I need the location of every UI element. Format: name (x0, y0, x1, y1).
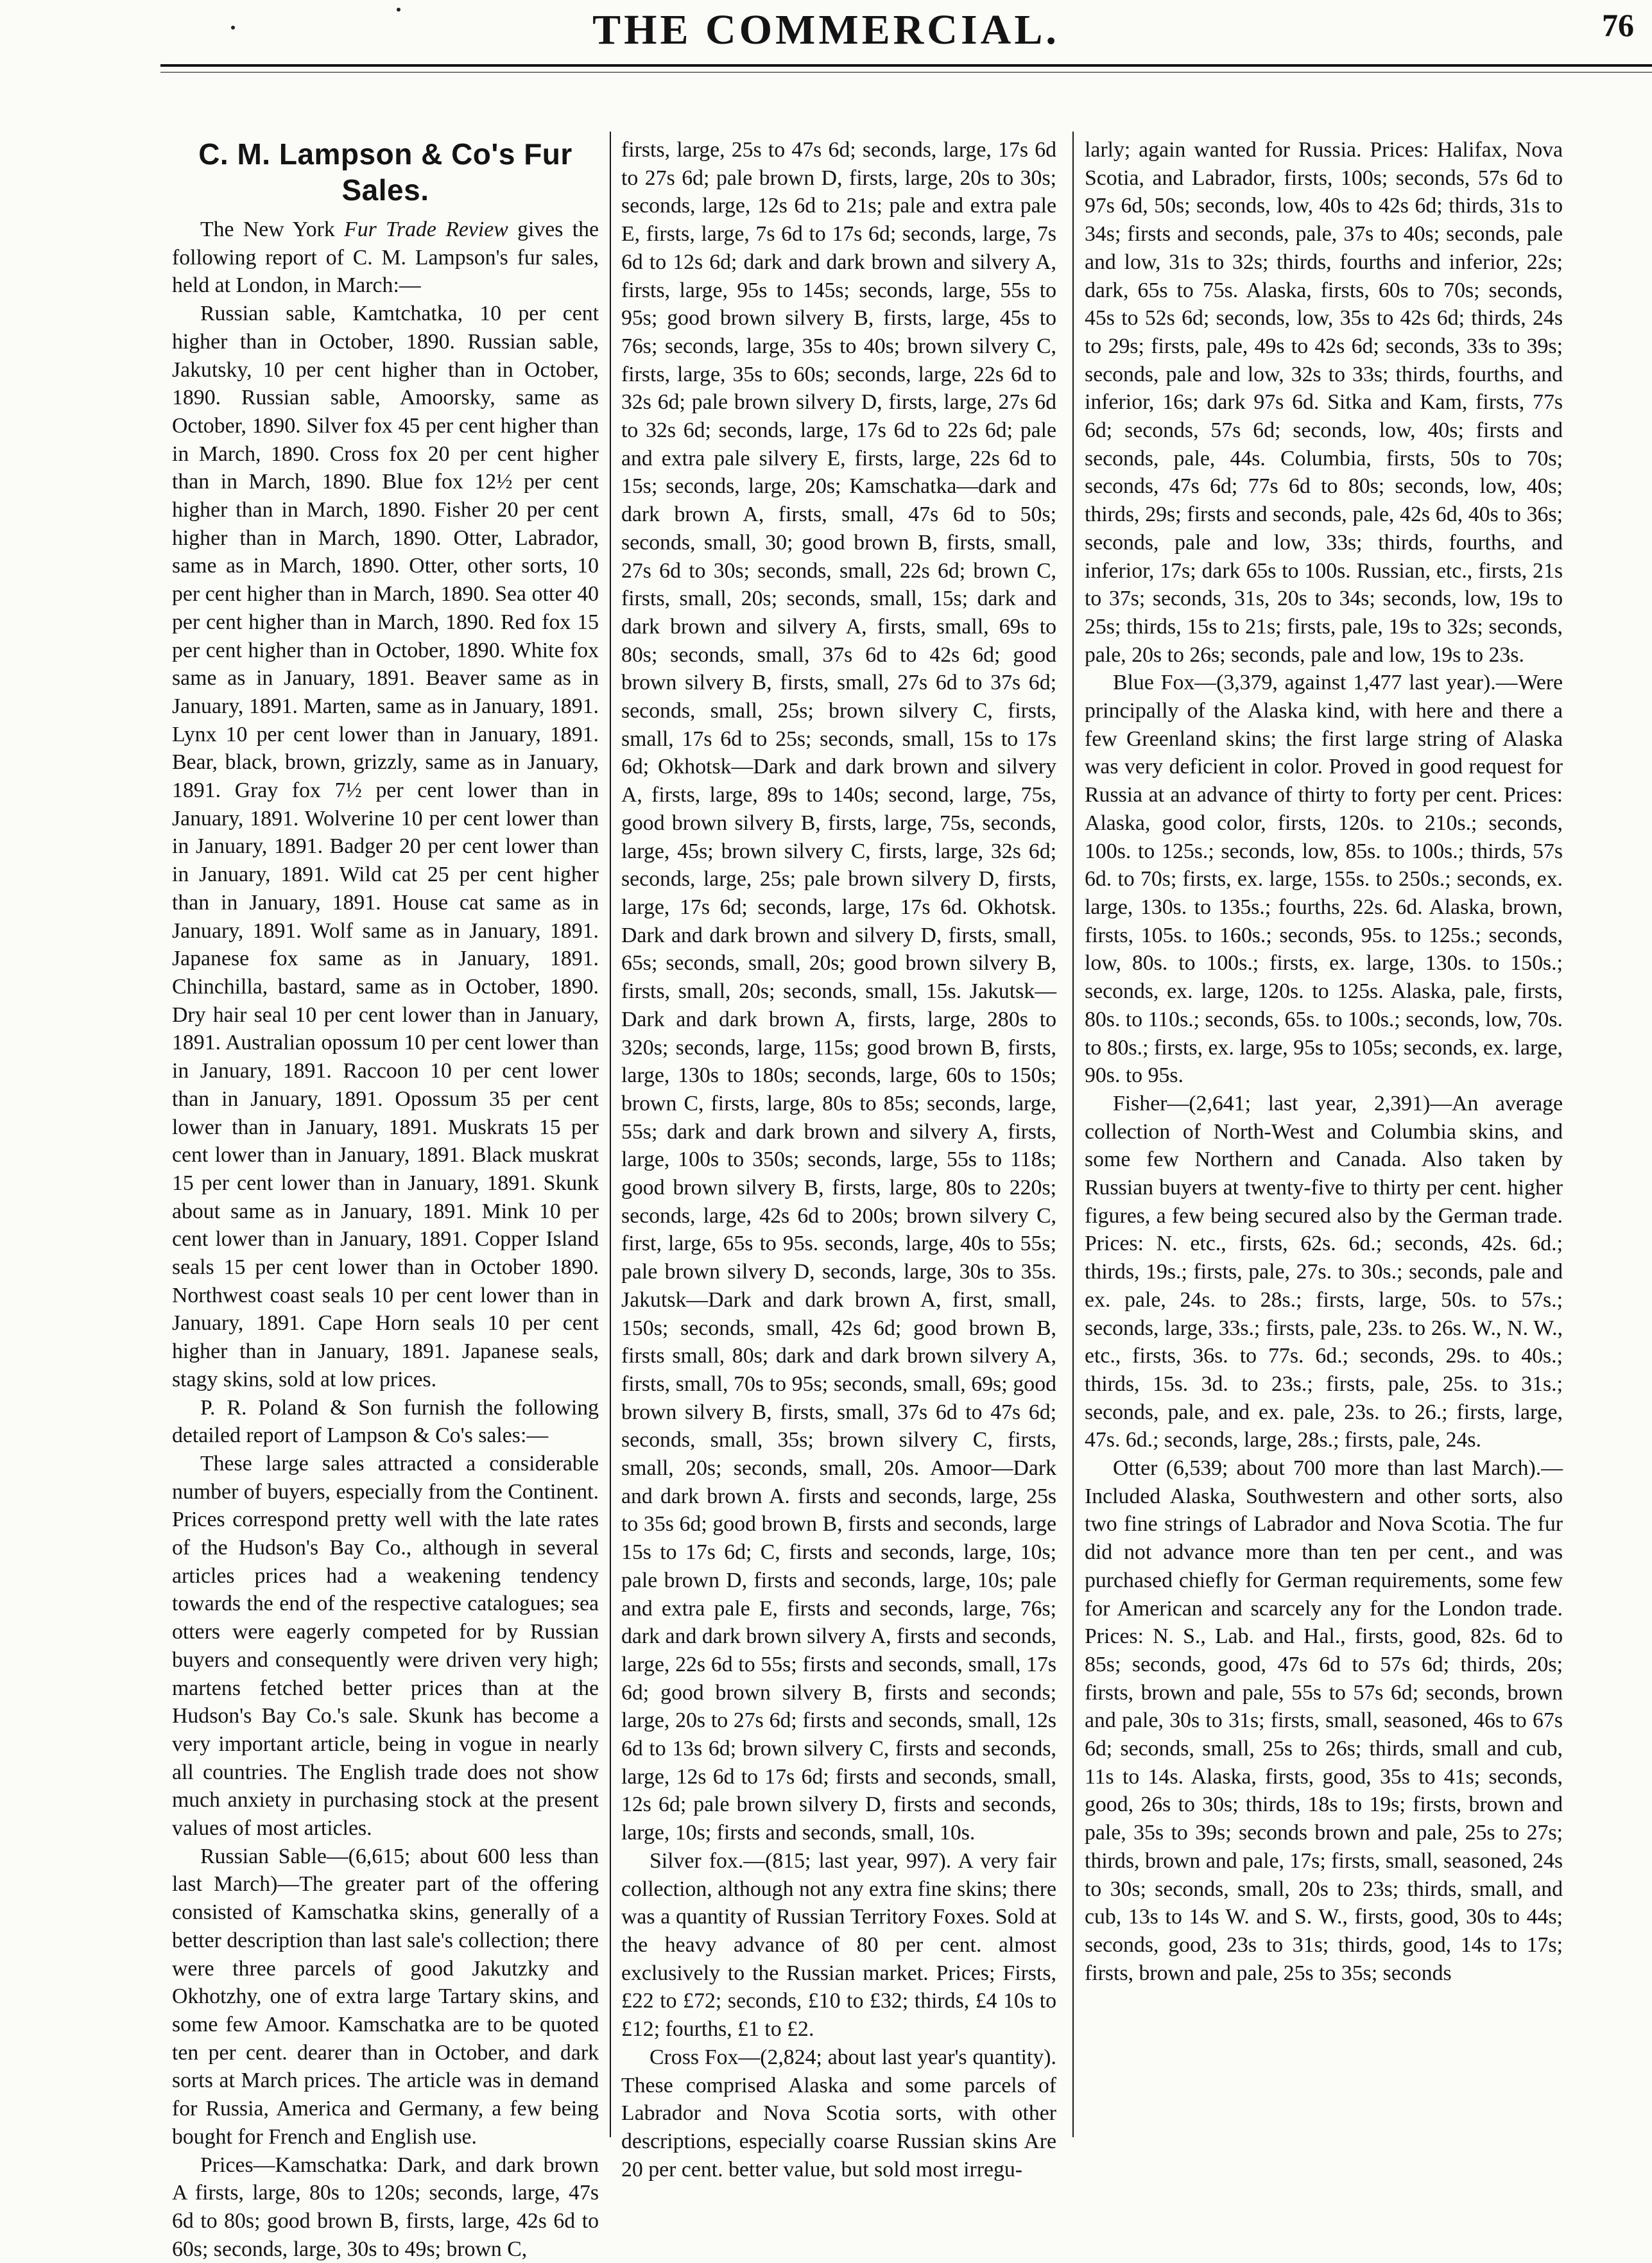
paragraph: Fisher—(2,641; last year, 2,391)—An average collection of North-West and Columbia skins, and some few Northern and Canada. Also taken by Russian buyers at twenty-five to thirty per cent. higher figures, a few being secured also by the German trade. Prices: N. etc., firsts, 62s. 6d.; seconds, 42s. 6d.; thirds, 19s.; firsts, pale, 27s. to 30s.; seconds, pale and ex. pale, 24s. to 28s.; firsts, large, 50s. to 57s.; seconds, large, 33s.; firsts, pale, 23s. to 26s. W., N. W., etc., firsts, 36s. to 77s. 6d.; seconds, 29s. to 40s.; thirds, 15s. 3d. to 23s.; firsts, pale, 25s. to 31s.; seconds, pale, and ex. pale, 23s. to 26.; firsts, large, 47s. 6d.; seconds, large, 28s.; firsts, pale, 24s. (1085, 1091, 1563, 1452)
article-heading: C. M. Lampson & Co's Fur Sales. (198, 137, 572, 207)
paragraph: Silver fox.—(815; last year, 997). A very fair collection, although not any extra fine skins; there was a quantity of Russian Territory Foxes. Sold at the heavy advance of 80 per cent. almost exclusively to the Russian market. Prices; Firsts, £22 to £72; seconds, £10 to £32; thirds, £4 10s to £12; fourths, £1 to £2. (621, 1848, 1056, 2042)
source-publication: Fur Trade Review (344, 218, 508, 241)
masthead (0, 0, 1652, 77)
article-intro (172, 216, 599, 300)
paragraph: Blue Fox—(3,379, against 1,477 last year).—Were principally of the Alaska kind, with here and there a few Greenland skins; the first large string of Alaska was very deficient in color. Proved in good request for Russia at an advance of thirty to forty per cent. Prices: Alaska, good color, firsts, 120s. to 210s.; seconds, 100s. to 125s.; seconds, low, 85s. to 100s.; thirds, 57s 6d. to 70s; firsts, ex. large, 155s. to 250s.; seconds, ex. large, 130s. to 135s.; fourths, 22s. 6d. Alaska, brown, firsts, 105s. to 160s.; seconds, 95s. to 125s.; seconds, low, 80s. to 100s.; firsts, ex. large, 130s. to 150s.; seconds, ex. large, 120s. to 125s. Alaska, pale, firsts, 80s. to 110s.; seconds, 65s. to 100s.; seconds, low, 70s. to 80s.; firsts, ex. large, 95s to 105s; seconds, ex. large, 90s. to 95s. (1085, 671, 1563, 1088)
column-1 (172, 136, 599, 2261)
header-rule-thick (160, 64, 1652, 67)
paragraph: Otter (6,539; about 700 more than last March).—Included Alaska, Southwestern and other sorts, also two fine strings of Labrador and Nova Scotia. The fur did not advance more than ten per cent., and was purchased chiefly for German requirements, some few for American and scarcely any for the London trade. Prices: N. S., Lab. and Hal., firsts, good, 82s. 6d to 85s; seconds, good, 47s 6d to 57s 6d; thirds, 20s; firsts, brown and pale, 55s to 57s 6d; seconds, brown and pale, 30s to 31s; firsts, small, seasoned, 46s to 67s 6d; seconds, small, 25s to 26s; thirds, small and cub, 11s to 14s. Alaska, firsts, good, 35s to 41s; seconds, good, 26s to 30s; thirds, 18s to 19s; firsts, brown and pale, 35s to 39s; seconds brown and pale, 25s to 27s; thirds, brown and pale, 17s; firsts, small, seasoned, 24s to 30s; seconds, small, 20s to 23s; thirds, small, and cub, 13s to 14s W. and S. W., firsts, good, 30s to 44s; seconds, good, 23s to 31s; thirds, good, 14s to 17s; firsts, brown and pale, 25s to 35s; seconds (1085, 1456, 1563, 1985)
column-3 (1085, 136, 1563, 2138)
paragraph-continued: larly; again wanted for Russia. Prices: Halifax, Nova Scotia, and Labrador, firsts, 100s; seconds, 57s 6d to 97s 6d, 50s; seconds, low, 40s to 42s 6d; thirds, 31s to 34s; firsts and seconds, pale, 37s to 40s; seconds, pale and low, 31s to 32s; thirds, fourths and inferior, 22s; dark, 65s to 75s. Alaska, firsts, 60s to 70s; seconds, 45s to 52s 6d; seconds, low, 35s to 42s 6d; thirds, 24s to 29s; firsts, pale, 49s to 42s 6d; seconds, 33s to 39s; seconds, pale and low, 32s to 33s; thirds, fourths, and inferior, 16s; dark 97s 6d. Sitka and Kam, firsts, 77s 6d; seconds, 57s 6d; seconds, low, 40s; firsts and seconds, pale, 44s. Columbia, firsts, 50s to 70s; seconds, 47s 6d; 77s 6d to 80s; seconds, low, 40s; thirds, 29s; firsts and seconds, pale, 42s 6d, 40s to 36s; seconds, pale and low, 33s; thirds, fourths, and inferior, 17s; dark 65s to 100s. Russian, etc., firsts, 21s to 37s; seconds, 31s, 20s to 34s; seconds, low, 19s to 25s; thirds, 15s to 21s; firsts, pale, 19s to 32s; seconds, pale, 20s to 26s; seconds, pale and low, 19s to 23s. (1085, 138, 1563, 667)
column-divider (610, 132, 611, 2137)
paragraph: Prices—Kamschatka: Dark, and dark brown A firsts, large, 80s to 120s; seconds, large, 47s 6d to 80s; good brown B, firsts, large, 42s 6d to 60s; seconds, large, 30s to 49s; brown C, (172, 2153, 599, 2261)
header-rule-thin (160, 72, 1652, 73)
paragraph: Russian Sable—(6,615; about 600 less than last March)—The greater part of the offering consisted of Kamschatka skins, generally of a better description than last sale's collection; there were three parcels of good Jakutzky and Okhotzhy, one of extra large Tartary skins, and some few Amoor. Kamschatka are to be quoted ten per cent. dearer than in October, and dark sorts at March prices. The article was in demand for Russia, America and Germany, a few being bought for French and English use. (172, 1844, 599, 2149)
paragraph: These large sales attracted a considerable number of buyers, especially from the Continent. Prices correspond pretty well with the late rates of the Hudson's Bay Co., although in several articles prices had a weakening tendency towards the end of the respective catalogues; sea otters were eagerly competed for by Russian buyers and consequently were driven very high; martens fetched better prices than at the Hudson's Bay Co.'s sale. Skunk has become a very important article, being in vogue in nearly all countries. The English trade does not show much anxiety in purchasing stock at the present values of most articles. (172, 1451, 599, 1841)
paragraph: Cross Fox—(2,824; about last year's quantity). These comprised Alaska and some parcels of Labrador and Nova Scotia sorts, with other descriptions, especially coarse Russian skins Are 20 per cent. better value, but sold most irregu- (621, 2045, 1056, 2181)
paragraph: Russian sable, Kamtchatka, 10 per cent higher than in October, 1890. Russian sable, Jakutsky, 10 per cent higher than in October, 1890. Russian sable, Amoorsky, same as October, 1890. Silver fox 45 per cent higher than in March, 1890. Cross fox 20 per cent higher than in March, 1890. Blue fox 12½ per cent higher than in March, 1890. Fisher 20 per cent higher than in March, 1890. Otter, Labrador, same as in March, 1890. Otter, other sorts, 10 per cent higher than in March, 1890. Sea otter 40 per cent higher than in March, 1890. Red fox 15 per cent higher than in October, 1890. White fox same as in January, 1891. Beaver same as in January, 1891. Marten, same as in January, 1891. Lynx 10 per cent lower than in January, 1891. Bear, black, brown, grizzly, same as in January, 1891. Gray fox 7½ per cent lower than in January, 1891. Wolverine 10 per cent lower than in January, 1891. Badger 20 per cent lower than in January, 1891. Wild cat 25 per cent higher than in January, 1891. House cat same as in January, 1891. Wolf same as in January, 1891. Japanese fox same as in January, 1891. Chinchilla, bastard, same as in October, 1890. Dry hair seal 10 per cent lower than in January, 1891. Australian opossum 10 per cent lower than in January, 1891. Raccoon 10 per cent lower than in January, 1891. Opossum 35 per cent lower than in January, 1891. Muskrats 15 per cent lower than in January, 1891. Black muskrat 15 per cent lower than in January, 1891. Skunk about same as in January, 1891. Mink 10 per cent lower than in January, 1891. Copper Island seals 15 per cent lower than in October 1890. Northwest coast seals 10 per cent lower than in January, 1891. Cape Horn seals 10 per cent higher than in January, 1891. Japanese seals, stagy skins, sold at low prices. (172, 302, 599, 1391)
paragraph-continued: firsts, large, 25s to 47s 6d; seconds, large, 17s 6d to 27s 6d; pale brown D, firsts, large, 20s to 30s; seconds, large, 12s 6d to 21s; pale and extra pale E, firsts, large, 7s 6d to 17s 6d; seconds, large, 7s 6d to 12s 6d; dark and dark brown and silvery A, firsts, large, 95s to 145s; seconds, large, 55s to 95s; good brown silvery B, firsts, large, 45s to 76s; seconds, large, 35s to 40s; brown silvery C, firsts, large, 35s to 60s; seconds, large, 22s 6d to 32s 6d; pale brown silvery D, firsts, large, 27s 6d to 32s 6d; seconds, large, 17s 6d to 22s 6d; pale and extra pale silvery E, firsts, large, 22s 6d to 15s; seconds, large, 20s; Kamschatka—dark and dark brown A, firsts, small, 47s 6d to 50s; seconds, small, 30; good brown B, firsts, small, 27s 6d to 30s; seconds, small, 22s 6d; brown C, firsts, small, 20s; seconds, small, 15s; dark and dark brown and silvery A, firsts, small, 69s to 80s; seconds, small, 37s 6d to 42s 6d; good brown silvery B, firsts, small, 27s 6d to 37s 6d; seconds, small, 25s; brown silvery C, firsts, small, 17s 6d to 25s; seconds, small, 15s to 17s 6d; Okhotsk—Dark and dark brown and silvery A, firsts, large, 89s to 140s; second, large, 75s, good brown silvery B, firsts, large, 75s, seconds, large, 45s; brown silvery C, firsts, large, 32s 6d; seconds, large, 25s; pale brown silvery D, firsts, large, 17s 6d; seconds, large, 17s 6d. Okhotsk. Dark and dark brown and silvery D, firsts, small, 65s; seconds, small, 20s; good brown silvery B, firsts, small, 20s; seconds, small, 15s. Jakutsk—Dark and dark brown A, firsts, large, 280s to 320s; seconds, large, 115s; good brown B, firsts, large, 130s to 180s; seconds, large, 60s to 150s; brown C, firsts, large, 80s to 85s; seconds, large, 55s; dark and dark brown and silvery A, firsts, large, 100s to 350s; seconds, large, 55s to 118s; good brown silvery B, firsts, large, 80s to 220s; seconds, large, 42s 6d to 200s; brown silvery C, first, large, 65s to 95s. seconds, large, 40s to 55s; pale brown silvery D, seconds, large, 30s to 35s. Jakutsk—Dark and dark brown A, first, small, 150s; seconds, small, 42s 6d; good brown B, firsts small, 80s; dark and dark brown silvery A, firsts, small, 70s to 95s; seconds, small, 69s; good brown silvery B, firsts, small, 37s 6d to 47s 6d; seconds, small, 35s; brown silvery C, firsts, small, 20s; seconds, small, 20s. Amoor—Dark and dark brown A. firsts and seconds, large, 25s to 35s 6d; good brown B, firsts and seconds, large 15s to 17s 6d; C, firsts and seconds, large, 10s; pale brown D, firsts and seconds, large, 10s; pale and extra pale E, firsts and seconds, large, 76s; dark and dark brown silvery A, firsts and seconds, large, 22s 6d to 55s; firsts and seconds, small, 17s 6d; good brown silvery B, firsts and seconds; large, 20s to 27s 6d; firsts and seconds, small, 12s 6d to 13s 6d; brown silvery C, firsts and seconds, large, 12s 6d to 17s 6d; firsts and seconds, small, 12s 6d; pale brown silvery D, firsts and seconds, large, 10s; firsts and seconds, small, 10s. (621, 138, 1056, 1845)
newspaper-title: THE COMMERCIAL. (592, 6, 1060, 53)
page-number: 76 (1602, 7, 1634, 43)
column-divider (1072, 132, 1074, 2137)
paragraph: P. R. Poland & Son furnish the following detailed report of Lampson & Co's sales:— (172, 1395, 599, 1448)
intro-text: gives the following report of C. M. Lampson's fur sales, held at London, in March:— (172, 218, 599, 298)
intro-text: The New York (200, 218, 345, 241)
column-2 (621, 136, 1056, 2181)
